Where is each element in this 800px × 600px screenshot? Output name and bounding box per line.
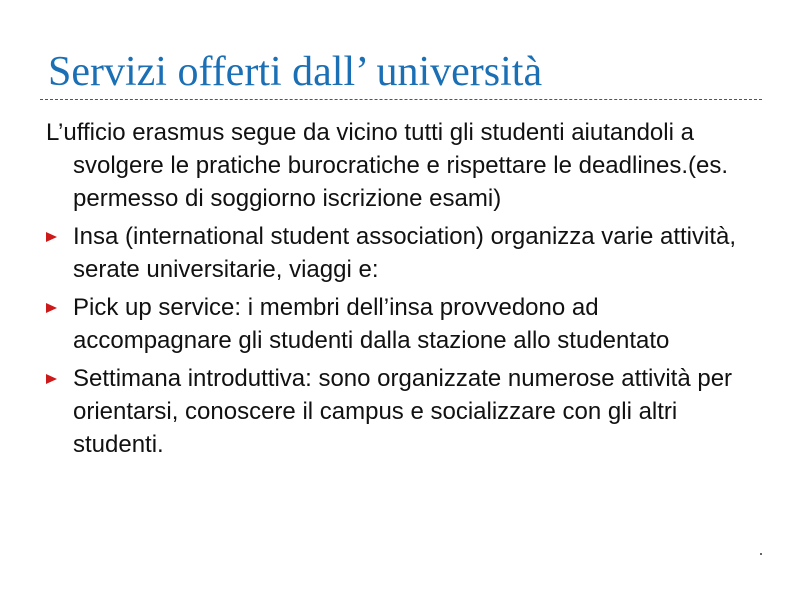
title-divider	[40, 99, 762, 100]
slide-title: Servizi offerti dall’ università	[48, 49, 543, 95]
list-item-text: Insa (international student association) organizza varie attività, serate universitarie, viaggi e:	[73, 223, 737, 283]
list-item-text: Settimana introduttiva: sono organizzate numerose attività per orientarsi, conoscere il campus e socializzare con gli altri studenti.	[73, 365, 733, 458]
red-triangle-bullet-icon	[46, 232, 57, 242]
list-item	[46, 362, 746, 461]
red-triangle-bullet-icon	[46, 303, 57, 313]
list-item	[46, 220, 746, 286]
list-item	[46, 116, 746, 215]
list-item	[46, 291, 746, 357]
red-triangle-bullet-icon	[46, 374, 57, 384]
list-item-text: L’ufficio erasmus segue da vicino tutti gli studenti aiutandoli a svolgere le pratiche burocratiche e rispettare le deadlines.(es. permesso di soggiorno iscrizione esami)	[46, 119, 729, 212]
list-item-text: Pick up service: i membri dell’insa provvedono ad accompagnare gli studenti dalla stazione allo studentato	[73, 294, 670, 354]
footer-dot	[760, 553, 762, 555]
body-list	[46, 116, 746, 466]
